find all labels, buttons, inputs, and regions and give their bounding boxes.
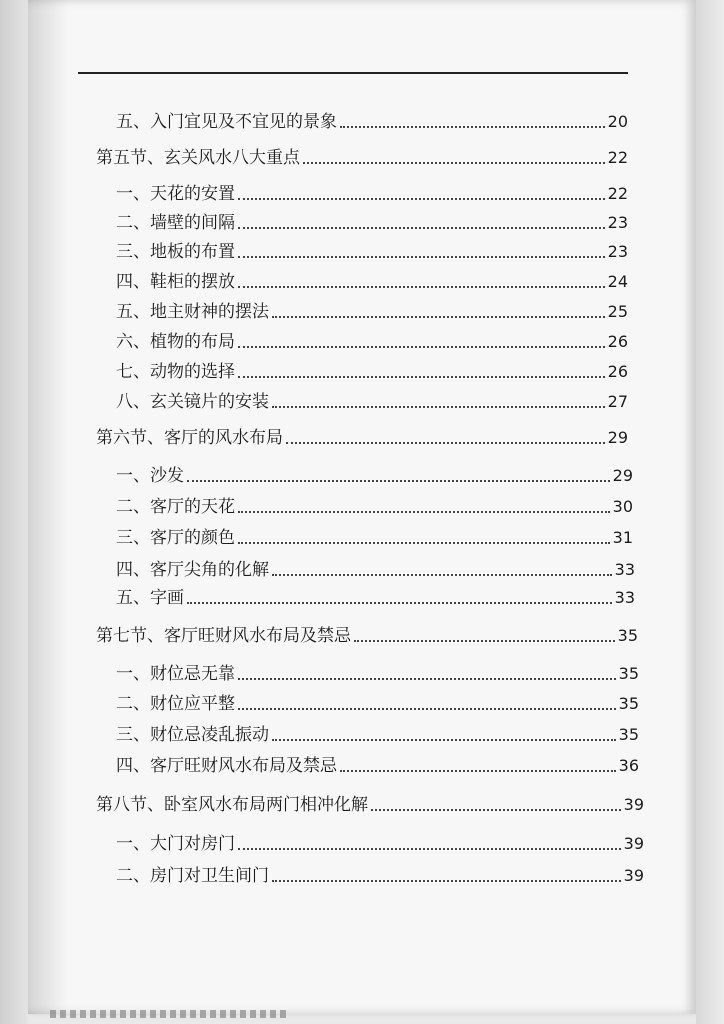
leader-dots <box>238 286 605 288</box>
toc-section-page: 35 <box>617 626 638 645</box>
leader-dots <box>238 511 610 513</box>
leader-dots <box>238 346 605 348</box>
toc-entry <box>116 664 639 684</box>
toc-section-label: 第七节、客厅旺财风水布局及禁忌 <box>96 626 351 646</box>
toc-entry <box>116 302 628 322</box>
leader-dots <box>238 198 605 200</box>
toc-entry <box>116 213 628 233</box>
toc-section-label: 第六节、客厅的风水布局 <box>96 428 283 448</box>
leader-dots <box>238 848 621 850</box>
leader-dots <box>187 602 612 604</box>
toc-entry <box>116 834 644 854</box>
toc-entry-label: 七、动物的选择 <box>116 362 235 382</box>
page-bottom-artifacts <box>50 1010 290 1018</box>
toc-entry-label: 二、房门对卫生间门 <box>116 866 269 886</box>
toc-entry <box>116 272 628 292</box>
toc-entry-label: 二、财位应平整 <box>116 694 235 714</box>
leader-dots <box>238 678 616 680</box>
toc-entry-label: 五、入门宜见及不宜见的景象 <box>116 112 337 132</box>
toc-entry-page: 35 <box>618 725 639 744</box>
toc-entry-page: 33 <box>614 560 635 579</box>
leader-dots <box>238 227 605 229</box>
toc-entry-page: 31 <box>612 528 633 547</box>
toc-entry-page: 23 <box>607 242 628 261</box>
toc-entry-label: 三、客厅的颜色 <box>116 528 235 548</box>
leader-dots <box>238 542 610 544</box>
toc-section <box>96 148 628 168</box>
toc-entry <box>116 588 635 608</box>
toc-entry-page: 26 <box>607 332 628 351</box>
toc-entry <box>116 392 628 412</box>
toc-section-label: 第五节、玄关风水八大重点 <box>96 148 300 168</box>
toc-entry-page: 35 <box>618 664 639 683</box>
toc-entry <box>116 184 628 204</box>
toc-entry-page: 27 <box>607 392 628 411</box>
toc-entry <box>116 497 633 517</box>
toc-entry-label: 一、财位忌无靠 <box>116 664 235 684</box>
toc-entry-page: 26 <box>607 362 628 381</box>
toc-entry <box>116 725 639 745</box>
toc-entry <box>116 466 633 486</box>
toc-entry-label: 五、地主财神的摆法 <box>116 302 269 322</box>
toc-entry-page: 39 <box>623 866 644 885</box>
leader-dots <box>371 809 621 811</box>
leader-dots <box>272 316 605 318</box>
toc-entry-page: 29 <box>612 466 633 485</box>
toc-entry-page: 39 <box>623 834 644 853</box>
toc-section-page: 22 <box>607 148 628 167</box>
leader-dots <box>340 126 605 128</box>
toc-entry-label: 四、客厅旺财风水布局及禁忌 <box>116 756 337 776</box>
toc-entry-label: 六、植物的布局 <box>116 332 235 352</box>
toc-entry-page: 22 <box>607 184 628 203</box>
toc-entry-label: 一、天花的安置 <box>116 184 235 204</box>
toc-entry-label: 一、大门对房门 <box>116 834 235 854</box>
toc-entry <box>116 362 628 382</box>
toc-entry-label: 八、玄关镜片的安装 <box>116 392 269 412</box>
leader-dots <box>272 880 621 882</box>
leader-dots <box>272 574 612 576</box>
toc-entry-page: 24 <box>607 272 628 291</box>
toc-entry-label: 五、字画 <box>116 588 184 608</box>
toc-entry-page: 35 <box>618 694 639 713</box>
toc-entry-label: 三、地板的布置 <box>116 242 235 262</box>
leader-dots <box>187 480 610 482</box>
leader-dots <box>286 442 605 444</box>
toc-entry-label: 四、鞋柜的摆放 <box>116 272 235 292</box>
toc-section-label: 第八节、卧室风水布局两门相冲化解 <box>96 795 368 815</box>
toc-entry-label: 二、客厅的天花 <box>116 497 235 517</box>
toc-section <box>96 428 628 448</box>
toc-section <box>96 626 638 646</box>
toc-section-page: 29 <box>607 428 628 447</box>
leader-dots <box>238 376 605 378</box>
toc-entry <box>116 528 633 548</box>
toc-entry-label: 三、财位忌凌乱振动 <box>116 725 269 745</box>
toc-entry-page: 30 <box>612 497 633 516</box>
leader-dots <box>340 770 616 772</box>
toc-entry-label: 四、客厅尖角的化解 <box>116 560 269 580</box>
toc-entry <box>116 694 639 714</box>
toc-entry <box>116 112 628 132</box>
toc-entry-page: 36 <box>618 756 639 775</box>
leader-dots <box>354 640 615 642</box>
toc-entry-page: 20 <box>607 112 628 131</box>
leader-dots <box>272 406 605 408</box>
toc-entry <box>116 560 635 580</box>
toc-entry <box>116 866 644 886</box>
toc-entry <box>116 332 628 352</box>
toc-entry-label: 一、沙发 <box>116 466 184 486</box>
toc-entry-label: 二、墙壁的间隔 <box>116 213 235 233</box>
leader-dots <box>272 739 616 741</box>
toc-entry <box>116 756 639 776</box>
leader-dots <box>238 708 616 710</box>
leader-dots <box>238 256 605 258</box>
toc-section-page: 39 <box>623 795 644 814</box>
leader-dots <box>303 162 605 164</box>
toc-entry-page: 33 <box>614 588 635 607</box>
toc-entry-page: 25 <box>607 302 628 321</box>
toc-section <box>96 795 644 815</box>
toc-entry <box>116 242 628 262</box>
toc-entry-page: 23 <box>607 213 628 232</box>
